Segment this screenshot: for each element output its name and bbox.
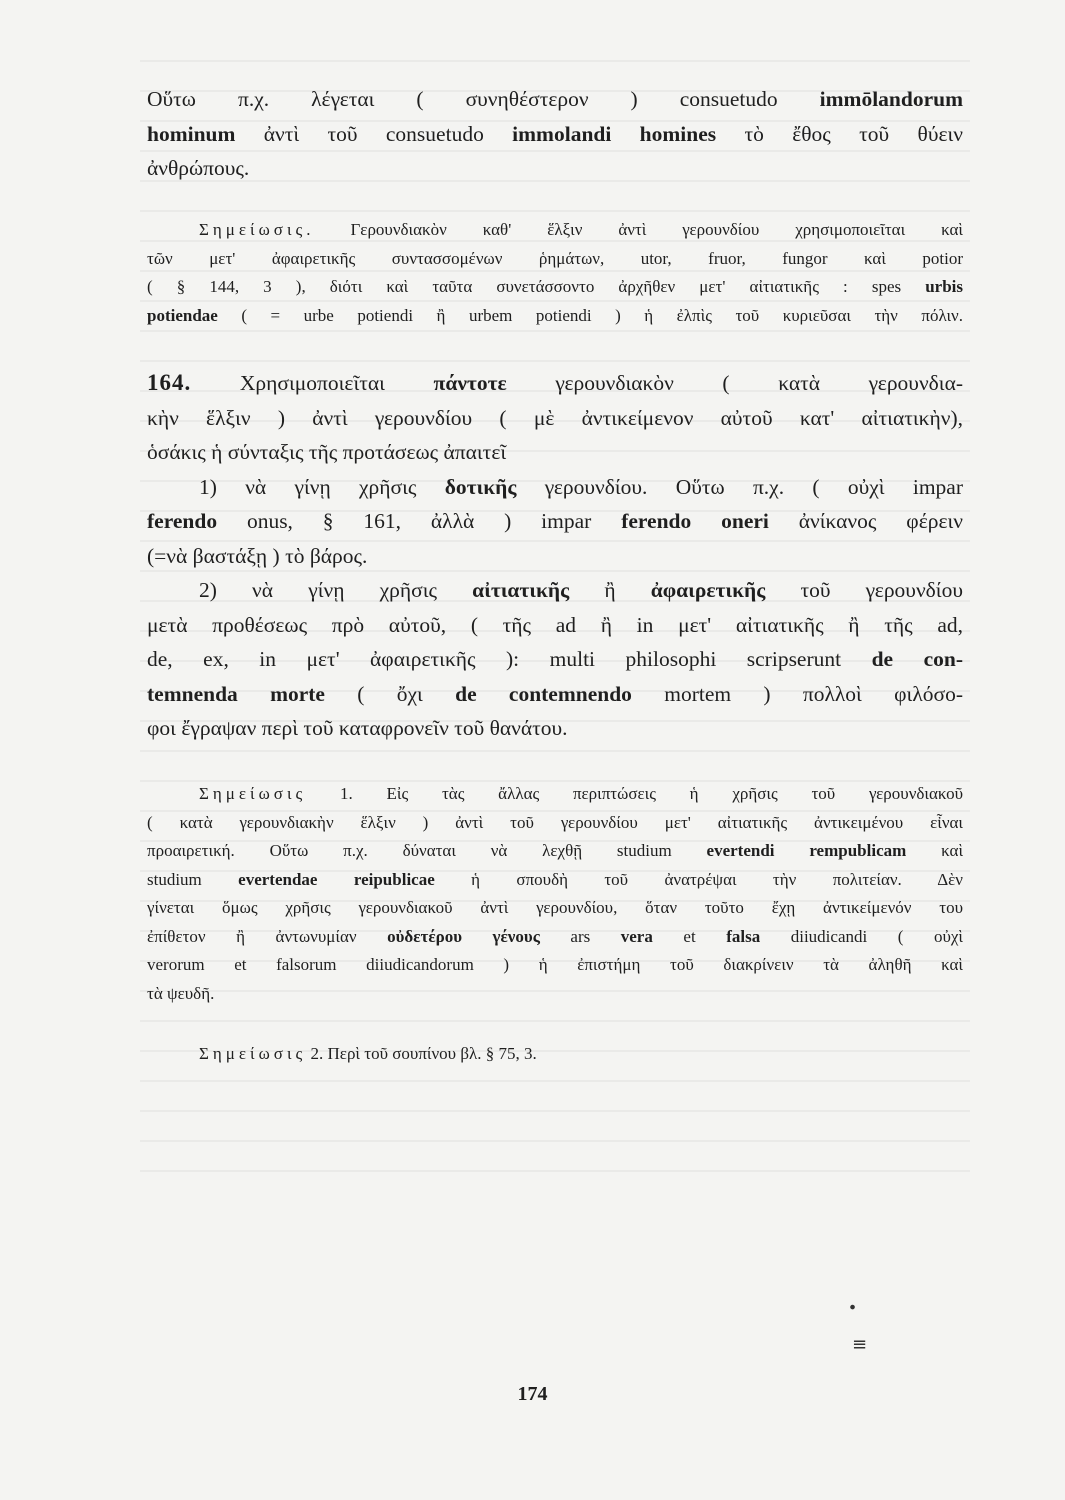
section-164-line-10: temnenda morte ( ὄχι de contemnendo mortem ) πολλοὶ φιλόσο- (147, 681, 963, 706)
section-164-line-9: de, ex, in μετ' ἀφαιρετικῆς ): multi philosophi scripserunt de con- (147, 647, 963, 671)
section-164-line-7: 2) νὰ γίνῃ χρῆσις αἰτιατικῆς ἢ ἀφαιρετικῆς τοῦ γερουνδίου (199, 578, 963, 602)
note-label: Σημείωσις (199, 1044, 307, 1063)
note-2-line-6: ἐπίθετον ἢ ἀντωνυμίαν οὐδετέρου γένους ars vera et falsa diiudicandi ( οὐχὶ (147, 926, 963, 946)
note-1-line-3: ( § 144, 3 ), διότι καὶ ταῦτα συνετάσσοντο ἀρχῆθεν μετ' αἰτιατικῆς : spes urbis (147, 277, 963, 296)
ink-mark: ≡ (852, 1334, 868, 1355)
note-2-line-2: ( κατὰ γερουνδιακὴν ἕλξιν ) ἀντὶ τοῦ γερουνδίου μετ' αἰτιατικῆς ἀντικειμένου εἶναι (147, 812, 963, 832)
note-1-line-4: potiendae ( = urbe potiendi ἢ urbem potiendi ) ἡ ἐλπὶς τοῦ κυριεῦσαι τὴν πόλιν. (147, 305, 963, 325)
section-164-line-8: μετὰ προθέσεως πρὸ αὐτοῦ, ( τῆς ad ἢ in μετ' αἰτιατικῆς ἢ τῆς ad, (147, 612, 963, 637)
intro-line-1: Οὕτω π.χ. λέγεται ( συνηθέστερον ) consuetudo immōlandorum (147, 87, 963, 111)
note-2-line-4: studium evertendae reipublicae ἡ σπουδὴ τοῦ ἀνατρέψαι τὴν πολιτείαν. Δὲν (147, 869, 963, 889)
section-164-line-4: 1) νὰ γίνῃ χρῆσις δοτικῆς γερουνδίου. Οὕτω π.χ. ( οὐχὶ impar (199, 474, 963, 499)
note-1-line-1: Σημείωσις. Γερουνδιακὸν καθ' ἕλξιν ἀντὶ γερουνδίου χρησιμοποιεῖται καὶ (199, 220, 963, 239)
note-2-line-5: γίνεται ὅμως χρῆσις γερουνδιακοῦ ἀντὶ γερουνδίου, ὅταν τοῦτο ἔχῃ ἀντικείμενόν του (147, 898, 963, 917)
note-2 (147, 780, 963, 1008)
section-164-line-5: ferendo onus, § 161, ἀλλὰ ) impar ferendo oneri ἀνίκανος φέρειν (147, 509, 963, 533)
note-3-line-1: Σημείωσις 2. Περὶ τοῦ σουπίνου βλ. § 75, 3. (199, 1044, 537, 1063)
section-164 (147, 366, 963, 746)
intro-line-3: ἀνθρώπους. (147, 156, 250, 180)
note-1 (147, 216, 963, 330)
section-164-line-3: ὁσάκις ἡ σύνταξις τῆς προτάσεως ἀπαιτεῖ (147, 440, 507, 464)
ink-mark: • (845, 1296, 861, 1319)
note-label: Σημείωσις. (199, 220, 315, 239)
intro-paragraph (147, 82, 963, 186)
note-2-line-3: προαιρετική. Οὕτω π.χ. δύναται νὰ λεχθῇ studium evertendi rempublicam καὶ (147, 841, 964, 860)
section-number: 164. (147, 370, 192, 395)
note-label: Σημείωσις (199, 784, 307, 803)
page-number: 174 (517, 1383, 548, 1405)
note-1-line-2: τῶν μετ' ἀφαιρετικῆς συντασσομένων ῥημάτων, utor, fruor, fungor καὶ potior (147, 248, 963, 268)
section-164-line-11: φοι ἔγραψαν περὶ τοῦ καταφρονεῖν τοῦ θανάτου. (147, 716, 568, 740)
note-2-line-1: Σημείωσις 1. Εἰς τὰς ἄλλας περιπτώσεις ἡ χρῆσις τοῦ γερουνδιακοῦ (199, 784, 963, 803)
section-164-line-2: κὴν ἕλξιν ) ἀντὶ γερουνδίου ( μὲ ἀντικείμενον αὐτοῦ κατ' αἰτιατικὴν), (147, 405, 963, 430)
note-2-line-7: verorum et falsorum diiudicandorum ) ἡ ἐπιστήμη τοῦ διακρίνειν τὰ ἀληθῆ καὶ (147, 955, 963, 974)
note-3 (147, 1040, 963, 1069)
intro-line-2: hominum ἀντὶ τοῦ consuetudo immolandi homines τὸ ἔθος τοῦ θύειν (147, 121, 964, 146)
section-164-line-6: (=νὰ βαστάξῃ ) τὸ βάρος. (147, 543, 368, 568)
section-164-line-1: 164. Χρησιμοποιεῖται πάντοτε γερουνδιακὸν ( κατὰ γερουνδια- (147, 370, 963, 395)
note-2-line-8: τὰ ψευδῆ. (147, 983, 215, 1003)
